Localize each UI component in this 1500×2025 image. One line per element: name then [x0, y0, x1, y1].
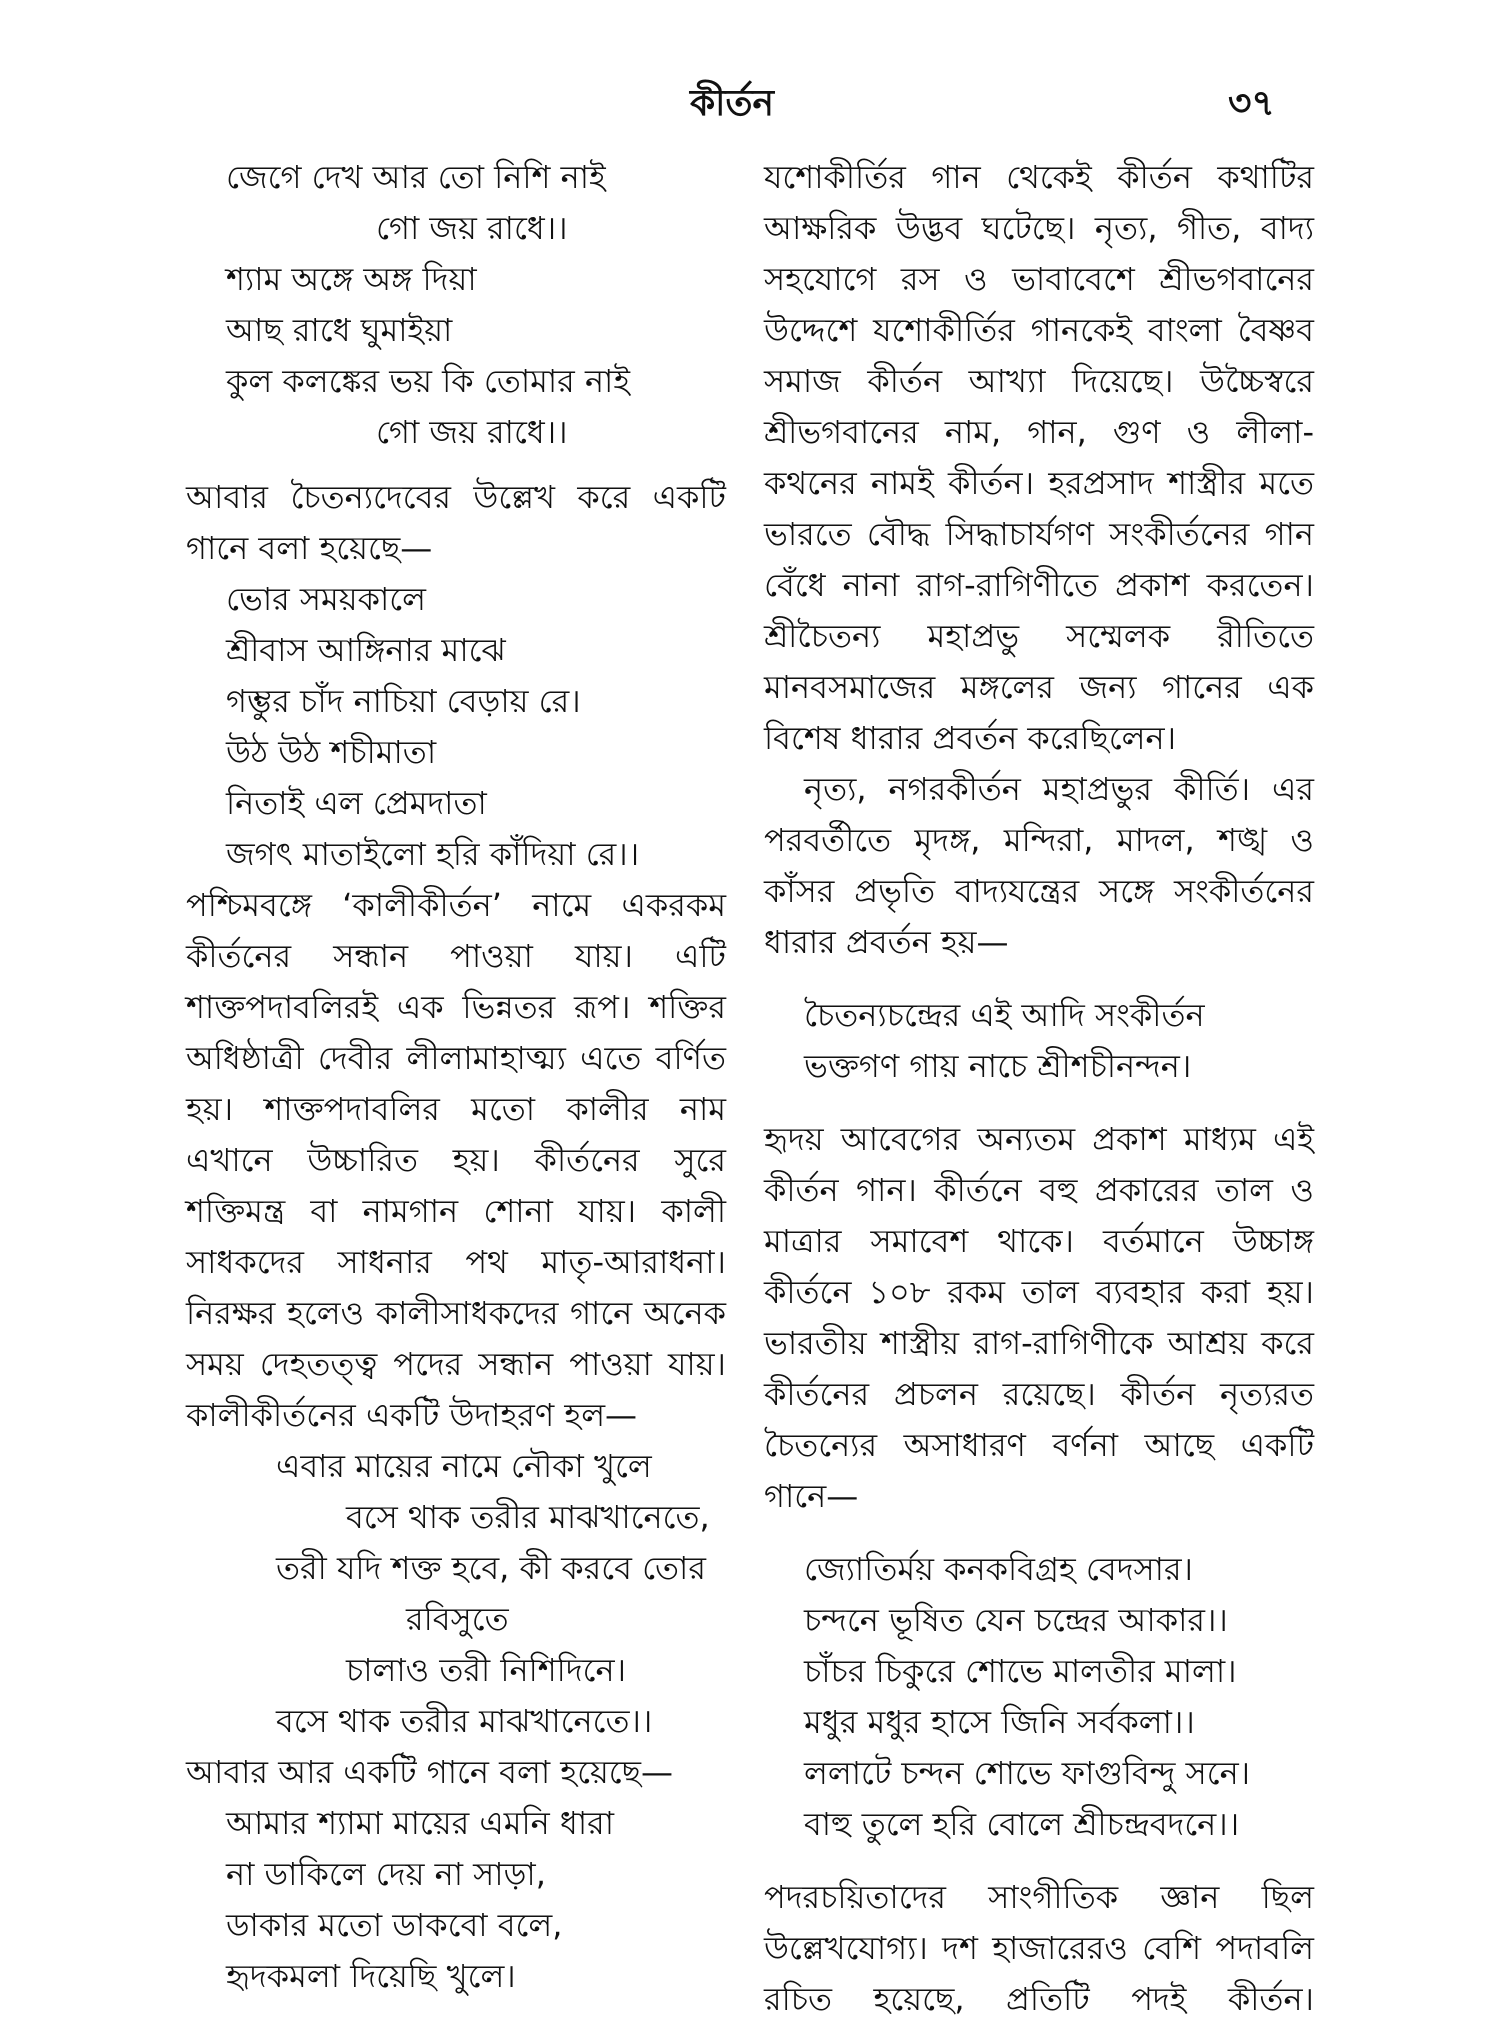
paragraph-line: মাত্রার সমাবেশ থাকে। বর্তমানে উচ্চাঙ্গ [764, 1222, 1314, 1260]
paragraph-line: শাক্তপদাবলিরই এক ভিন্নতর রূপ। শক্তির [186, 988, 726, 1026]
paragraph-jashokirti [764, 152, 1314, 764]
paragraph-line: বিশেষ ধারার প্রবর্তন করেছিলেন। [764, 719, 1177, 757]
paragraph-line: কালীকীর্তনের একটি উদাহরণ হল— [186, 1396, 638, 1434]
verse-line: রবিসুতে [406, 1600, 509, 1638]
verse-line: চালাও তরী নিশিদিনে। [346, 1651, 627, 1689]
verse-line: ডাকার মতো ডাকবো বলে, [226, 1906, 563, 1944]
song-bhor-samay [186, 574, 726, 880]
paragraph-line: পশ্চিমবঙ্গে ‘কালীকীর্তন’ নামে একরকম [186, 886, 726, 924]
paragraph-line: মানবসমাজের মঙ্গলের জন্য গানের এক [764, 668, 1314, 706]
verse-line: বসে থাক তরীর মাঝখানেতে।। [276, 1702, 653, 1740]
verse-line: হৃদকমলা দিয়েছি খুলে। [226, 1957, 516, 1995]
paragraph-line: কীর্তন গান। কীর্তনে বহু প্রকারের তাল ও [764, 1171, 1314, 1209]
verse-line: কুল কলঙ্কের ভয় কি তোমার নাই [226, 362, 630, 400]
paragraph-line: অধিষ্ঠাত্রী দেবীর লীলামাহাত্ম্য এতে বর্ণিত [186, 1039, 726, 1077]
paragraph-nagarkirtan [764, 764, 1314, 968]
verse-line: গম্ভুর চাঁদ নাচিয়া বেড়ায় রে। [226, 682, 581, 720]
paragraph-line: এখানে উচ্চারিত হয়। কীর্তনের সুরে [186, 1141, 726, 1179]
verse-line: জেগে দেখ আর তো নিশি নাই [226, 158, 606, 196]
paragraph-chaitanya-intro [186, 472, 726, 574]
paragraph-line: ধারার প্রবর্তন হয়— [764, 923, 1009, 961]
verse-line: মধুর মধুর হাসে জিনি সর্বকলা।। [804, 1703, 1195, 1741]
paragraph-line: ভারতে বৌদ্ধ সিদ্ধাচার্যগণ সংকীর্তনের গান [764, 515, 1314, 553]
paragraph-line: শ্রীভগবানের নাম, গান, গুণ ও লীলা- [764, 413, 1314, 451]
paragraph-line: নিরক্ষর হলেও কালীসাধকদের গানে অনেক [186, 1294, 726, 1332]
right-column [764, 152, 1314, 2018]
paragraph-line: কীর্তনের প্রচলন রয়েছে। কীর্তন নৃত্যরত [764, 1375, 1314, 1413]
verse-line: শ্যাম অঙ্গে অঙ্গ দিয়া [226, 260, 477, 298]
verse-line: আমার শ্যামা মায়ের এমনি ধারা [226, 1804, 615, 1842]
paragraph-line: রচিত হয়েছে, প্রতিটি পদই কীর্তন। [764, 1980, 1314, 2018]
paragraph-line: হৃদয় আবেগের অন্যতম প্রকাশ মাধ্যম এই [764, 1120, 1314, 1158]
paragraph-line: চৈতন্যের অসাধারণ বর্ণনা আছে একটি [764, 1426, 1314, 1464]
paragraph-line: শ্রীচৈতন্য মহাপ্রভু সম্মেলক রীতিতে [764, 617, 1314, 655]
paragraph-line: উদ্দেশে যশোকীর্তির গানকেই বাংলা বৈষ্ণব [764, 311, 1314, 349]
paragraph-another-song [186, 1747, 726, 1798]
paragraph-line: বেঁধে নানা রাগ-রাগিণীতে প্রকাশ করতেন। [764, 566, 1314, 604]
paragraph-line: সমাজ কীর্তন আখ্যা দিয়েছে। উচ্চৈস্বরে [764, 362, 1314, 400]
verse-chaitanyachandra [764, 990, 1314, 1092]
paragraph-padarachayita [764, 1872, 1314, 2025]
verse-line: এবার মায়ের নামে নৌকা খুলে [276, 1447, 652, 1485]
verse-line: উঠ উঠ শচীমাতা [226, 733, 437, 771]
paragraph-line: পরবর্তীতে মৃদঙ্গ, মন্দিরা, মাদল, শঙ্খ ও [764, 821, 1314, 859]
verse-line: তরী যদি শক্ত হবে, কী করবে তোর [276, 1549, 706, 1587]
verse-line: ললাটে চন্দন শোভে ফাগুবিন্দু সনে। [804, 1754, 1251, 1792]
verse-line: চাঁচর চিকুরে শোভে মালতীর মালা। [804, 1652, 1237, 1690]
paragraph-line: সাধকদের সাধনার পথ মাতৃ-আরাধনা। [186, 1243, 726, 1281]
song-jege-dekh [186, 152, 726, 458]
paragraph-hriday-abeg [764, 1114, 1314, 1522]
paragraph-line: কীর্তনের সন্ধান পাওয়া যায়। এটি [186, 937, 726, 975]
paragraph-line: পদরচয়িতাদের সাংগীতিক জ্ঞান ছিল [764, 1878, 1314, 1916]
page-number: ৩৭ [1228, 83, 1275, 124]
verse-line: বসে থাক তরীর মাঝখানেতে, [346, 1498, 710, 1536]
paragraph-line: আবার আর একটি গানে বলা হয়েছে— [186, 1753, 674, 1791]
song-ebar-mayer [186, 1441, 726, 1747]
verse-line: নিতাই এল প্রেমদাতা [226, 784, 487, 822]
paragraph-line: আবার চৈতন্যদেবের উল্লেখ করে একটি [186, 478, 726, 516]
verse-line: গো জয় রাধে।। [376, 413, 568, 451]
paragraph-line: গানে বলা হয়েছে— [186, 529, 433, 567]
paragraph-line: সহযোগে রস ও ভাবাবেশে শ্রীভগবানের [764, 260, 1314, 298]
paragraph-line: কথনের নামই কীর্তন। হরপ্রসাদ শাস্ত্রীর মতে [764, 464, 1314, 502]
verse-line: জগৎ মাতাইলো হরি কাঁদিয়া রে।। [226, 835, 640, 873]
song-amar-shyama [186, 1798, 726, 2002]
paragraph-line: উল্লেখযোগ্য। দশ হাজারেরও বেশি পদাবলি [764, 1929, 1314, 1967]
paragraph-line: আক্ষরিক উদ্ভব ঘটেছে। নৃত্য, গীত, বাদ্য [764, 209, 1314, 247]
paragraph-line: যশোকীর্তির গান থেকেই কীর্তন কথাটির [764, 158, 1314, 196]
verse-line: গো জয় রাধে।। [376, 209, 568, 247]
paragraph-line: গানে— [764, 1477, 859, 1515]
verse-line: চৈতন্যচন্দ্রের এই আদি সংকীর্তন [804, 996, 1205, 1034]
verse-line: শ্রীবাস আঙ্গিনার মাঝে [226, 631, 506, 669]
paragraph-line: সময় দেহতত্ত্ব পদের সন্ধান পাওয়া যায়। [186, 1345, 726, 1383]
page-title: কীর্তন [690, 83, 774, 124]
verse-line: বাহু তুলে হরি বোলে শ্রীচন্দ্রবদনে।। [804, 1805, 1240, 1843]
verse-line: ভোর সময়কালে [226, 580, 427, 618]
verse-jyotirmoy [764, 1544, 1314, 1850]
verse-line: না ডাকিলে দেয় না সাড়া, [226, 1855, 546, 1893]
paragraph-line: নৃত্য, নগরকীর্তন মহাপ্রভুর কীর্তি। এর [804, 770, 1314, 808]
verse-line: চন্দনে ভূষিত যেন চন্দ্রের আকার।। [804, 1601, 1228, 1639]
verse-line: জ্যোতির্ময় কনকবিগ্রহ বেদসার। [804, 1550, 1193, 1588]
verse-line: আছ রাধে ঘুমাইয়া [226, 311, 453, 349]
paragraph-line: কীর্তনে ১০৮ রকম তাল ব্যবহার করা হয়। [764, 1273, 1314, 1311]
running-header [0, 76, 1500, 136]
paragraph-line: কাঁসর প্রভৃতি বাদ্যযন্ত্রের সঙ্গে সংকীর্তনের [764, 872, 1314, 910]
paragraph-line: হয়। শাক্তপদাবলির মতো কালীর নাম [186, 1090, 726, 1128]
paragraph-kalikirtan [186, 880, 726, 1441]
left-column [186, 152, 726, 1995]
paragraph-line: শক্তিমন্ত্র বা নামগান শোনা যায়। কালী [186, 1192, 726, 1230]
verse-line: ভক্তগণ গায় নাচে শ্রীশচীনন্দন। [804, 1047, 1192, 1085]
paragraph-line: ভারতীয় শাস্ত্রীয় রাগ-রাগিণীকে আশ্রয় করে [764, 1324, 1314, 1362]
